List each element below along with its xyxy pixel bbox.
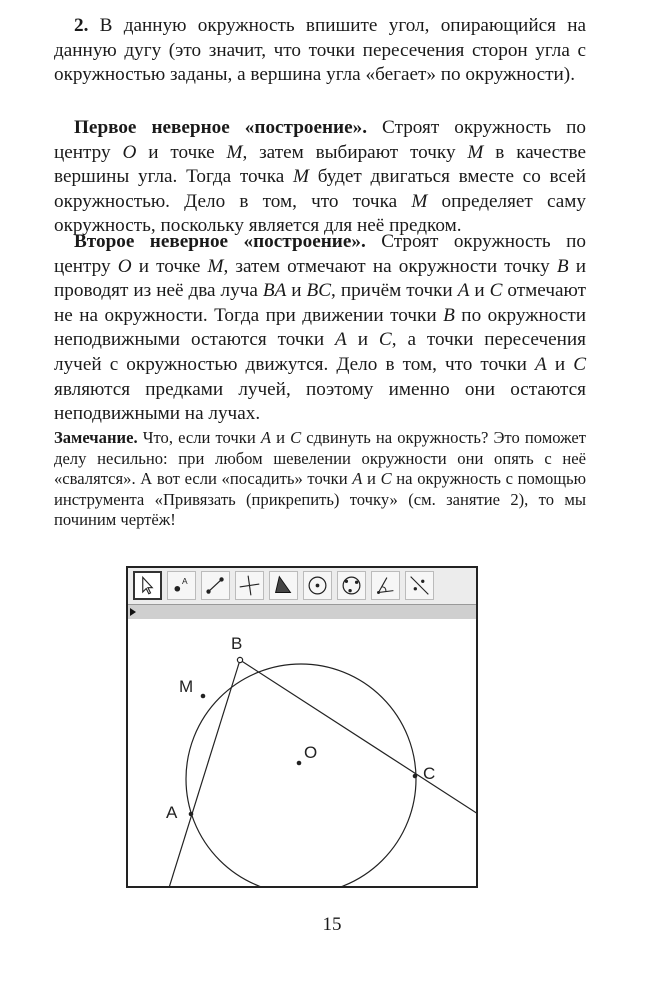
segment-tool-icon[interactable] — [201, 571, 230, 600]
pointer-tool-icon[interactable] — [133, 571, 162, 600]
geometry-software-screenshot — [126, 566, 478, 888]
second-wrong-construction: Второе неверное «построение». Строят окружность по центру O и точке M, затем отмечают на окружности точку B и проводят из неё два луча BA и BC, причём точки A и C отмечают не на окружности. Тогда при движении точки B по окружности неподвижными остаются точки A и C, а точки пересечения лучей с окружностью движутся. Дело в том, что точки A и C являются предками лучей, поэтому именно они остаются неподвижными на лучах. — [54, 231, 587, 425]
perpendicular-tool-icon[interactable] — [235, 571, 264, 600]
expand-arrow-icon[interactable] — [130, 608, 136, 616]
first-wrong-construction: Первое неверное «построение». Строят окружность по центру O и точке M, затем выбирают точку M в качестве вершины угла. Тогда точка M будет двигаться вместе со всей окружностью. Дело в том, что точка M определяет саму окружность, поскольку является для неё предком. — [54, 117, 586, 237]
circle-three-points-tool-icon[interactable] — [337, 571, 366, 600]
label-M: M — [179, 677, 194, 696]
remark: Замечание. Что, если точки A и C сдвинуть на окружность? Это поможет делу несильно: при любом шевелении окружности они опять с неё «свалятся». А вот если «посадить» точки A и C на окружность с помощью инструмента «Привязать (прикрепить) точку» (см. занятие 2), то мы починим чертёж! — [54, 428, 586, 529]
problem-2-statement: 2. В данную окружность впишите угол, опирающийся на данную дугу (это значит, что точки пересечения сторон угла с окружностью заданы, а вершина угла «бегает» по окружности). — [54, 15, 586, 86]
label-O: O — [304, 743, 318, 762]
point-O[interactable] — [297, 761, 302, 766]
point-C[interactable] — [413, 774, 418, 779]
label-B: B — [231, 634, 243, 653]
ray-BC — [240, 660, 476, 814]
tool-toolbar — [128, 568, 476, 605]
circle — [186, 664, 416, 886]
point-tool-icon[interactable] — [167, 571, 196, 600]
angle-tool-icon[interactable] — [371, 571, 400, 600]
label-C: C — [423, 764, 436, 783]
point-M[interactable] — [201, 694, 206, 699]
drawing-canvas[interactable] — [128, 619, 476, 886]
toolbar-separator-strip — [128, 605, 476, 619]
page-number: 15 — [322, 914, 342, 935]
point-B[interactable] — [237, 657, 242, 662]
polygon-tool-icon[interactable] — [269, 571, 298, 600]
point-A[interactable] — [189, 812, 194, 817]
label-A: A — [166, 803, 178, 822]
svg-text:A: A — [181, 576, 188, 587]
circle-center-tool-icon[interactable] — [303, 571, 332, 600]
reflect-tool-icon[interactable] — [405, 571, 434, 600]
